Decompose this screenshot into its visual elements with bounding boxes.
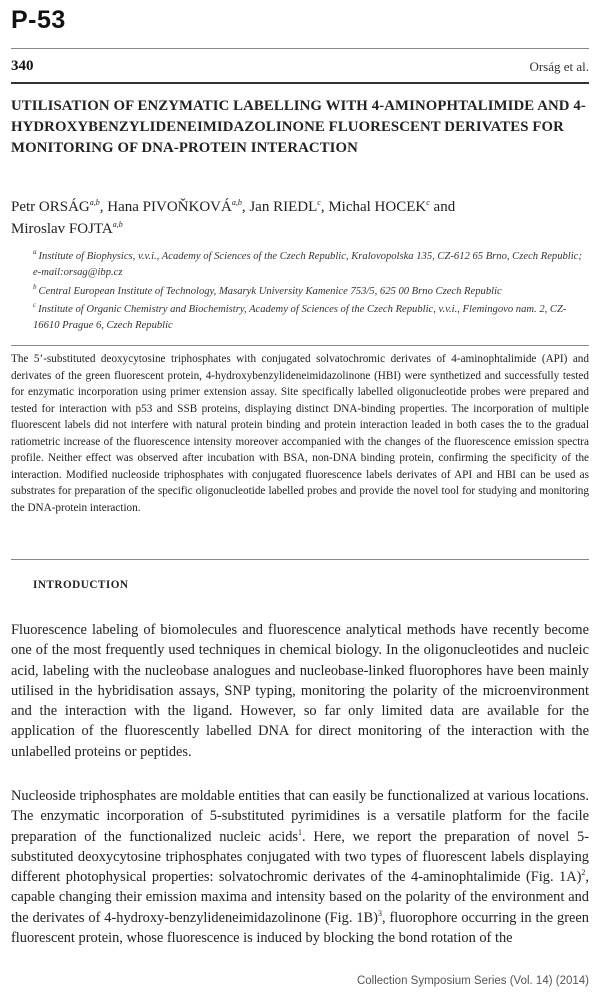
abstract: The 5’-substituted deoxycytosine triphosphates with conjugated solvatochromic derivates of 4-aminophtalimide (API) and derivates of the green fluorescent protein, 4-hydroxybenzylideneimidazolinone (HBI) were synthetized and successfully tested for enzymatic incorporation using primer extension assay. Site specifically labelled oligonucleotide probes were prepared and tested for interaction with p53 and SSB proteins, displaying distinct DNA-binding properties. The incorporation of multiple fluorescent labels did not interfere with natural protein binding and protein interaction leaded in both cases the to the gradual ratiometric increase of the fluorescence intensity moreover accompanied with the changes of the fluorescence emission spectra profile. Neither effect was observed after incubation with BSA, non-DNA binding protein, confirming the specificity of the interaction. Modified nucleoside triphosphates with conjugated fluorescence labels derivates of API and HBI can be used as substrates for preparation of the specific oligonucleotide labelled probes and provide the novel tool for studying and monitoring the DNA-protein interaction. [11,353,589,514]
author: Jan RIEDL$^c$, [249,198,329,215]
citation-ref[interactable]: 1 [298,827,303,837]
author: Miroslav FOJTA$^{a,b}$ [11,220,123,237]
header-rule-top [11,48,589,49]
header-rule-bottom [11,82,589,84]
paper-title: UTILISATION OF ENZYMATIC LABELLING WITH 4-AMINOPHTALIMIDE AND 4-HYDROXYBENZYLIDENEIMIDAZOLINONE FLUORESCENT DERIVATES FOR MONITORING OF DNA-PROTEIN INTERACTION [11,98,586,156]
affiliation: $^b$ Central European Institute of Technology, Masaryk University Kamenice 753/5, 625 00 Brno Czech Republic [33,283,502,297]
section-heading: INTRODUCTION [33,579,129,591]
affiliation: $^a$ Institute of Biophysics, v.v.i., Academy of Sciences of the Czech Republic, Kralovopolska 135, CZ-612 65 Brno, Czech Republic; e-mail:orsag@ibp.cz [33,248,582,278]
poster-id: P-53 [11,6,66,34]
citation-ref[interactable]: 2 [581,868,586,878]
page-number: 340 [11,58,34,74]
author: Petr ORSÁG$^{a,b}$, [11,198,108,215]
citation-ref[interactable]: 3 [377,908,382,918]
author: Michal HOCEK$^c$ and [328,198,456,215]
journal-footer: Collection Symposium Series (Vol. 14) (2014) [356,975,589,987]
author: Hana PIVOŇKOVÁ$^{a,b}$, [107,198,250,215]
abstract-rule-top [11,345,589,346]
author-list [11,196,589,240]
intro-paragraph-1: Fluorescence labeling of biomolecules and fluorescence analytical methods have recently become one of the most frequently used techniques in chemical biology. In the oligonucleotides and nucleic acid, labeling with the nucleobase analogues and nucleobase-linked fluorophores have been mainly utilised in the hybridisation assays, SNP typing, monitoring the polarity of the microenvironment and the interaction with the ligand. However, so far only limited data are available for the application of the fluorescently labelled DNA for direct monitoring of the interaction with the unlabelled proteins or peptides. [11,622,589,760]
abstract-rule-bottom [11,559,589,560]
affiliation: $^c$ Institute of Organic Chemistry and Biochemistry, Academy of Sciences of the Czech Republic, v.v.i., Flemingovo nam. 2, CZ-16610 Prague 6, Czech Republic [33,301,567,331]
running-head: Orság et al. [529,59,589,74]
intro-paragraph-2: Nucleoside triphosphates are moldable entities that can easily be functionalized at various locations. The enzymatic incorporation of 5-substituted pyrimidines is a versatile platform for the facile preparation of the functionalized nucleic acids$^1$. Here, we report the preparation of novel 5-substituted deoxycytosine triphosphates conjugated with two types of fluorescent labels displaying different photophysical properties: solvatochromic derivates of the 4-aminophtalimide (Fig. 1A)$^2$, capable changing their emission maxima and intensity based on the polarity of the environment and the derivates of 4-hydroxy-benzylideneimidazolinone (Fig. 1B)$^3$, fluorophore occurring in the green fluorescent protein, whose fluorescence is induced by blocking the bond rotation of the [11,788,589,947]
